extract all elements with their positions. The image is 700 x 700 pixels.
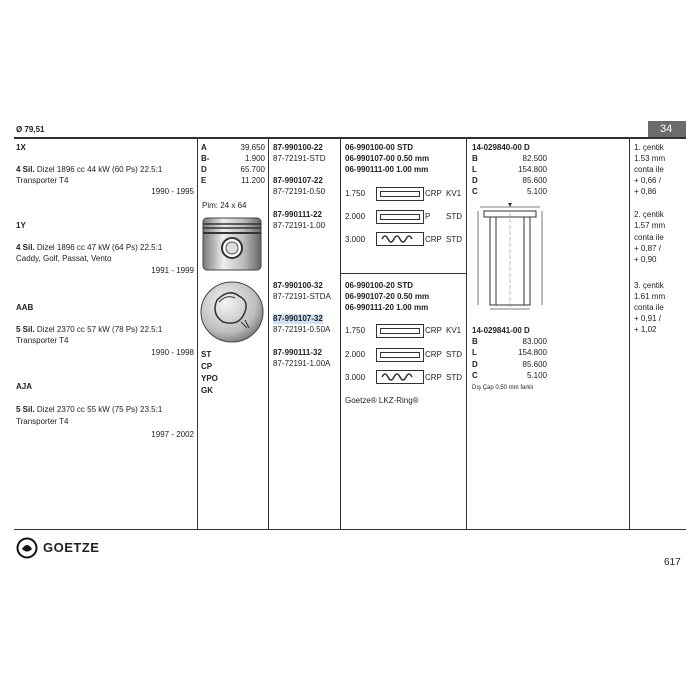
ring-type: CRP <box>425 373 442 382</box>
liner-dim-value: 5.100 <box>526 187 547 196</box>
dim-value: 39.650 <box>240 143 265 152</box>
page-number: 617 <box>664 557 681 568</box>
ring-type: CRP <box>425 350 442 359</box>
ring-set-code[interactable]: 06-990107-20 0.50 mm <box>345 292 430 301</box>
flag: GK <box>201 386 213 395</box>
ring-spec: STD <box>446 373 462 382</box>
flag: ST <box>201 350 212 359</box>
compression-ring-icon <box>376 348 424 362</box>
liner-dim-value: 85.600 <box>522 360 547 369</box>
divider-1 <box>197 138 198 529</box>
engine-years: 1997 - 2002 <box>151 430 194 439</box>
notch-line: + 0,87 / <box>634 244 661 253</box>
engine-years: 1990 - 1998 <box>151 348 194 357</box>
goetze-logo-icon <box>16 537 38 559</box>
notch-line: conta ile <box>634 233 664 242</box>
ring-type: CRP <box>425 326 442 335</box>
engine-spec: 5 Sil. Dizel 2370 cc 55 kW (75 Ps) 23.5:1 <box>16 405 163 414</box>
ring-set-code[interactable]: 06-990111-20 1.00 mm <box>345 303 429 312</box>
notch-line: conta ile <box>634 165 664 174</box>
engine-model: Transporter T4 <box>16 176 69 185</box>
notch-line: + 0,90 <box>634 255 657 264</box>
ring-width: 1.750 <box>345 326 366 335</box>
engine-code: 1Y <box>16 221 26 230</box>
notch-line: 1.61 mm <box>634 292 666 301</box>
notch-line: 3. çentik <box>634 281 664 290</box>
divider-3 <box>340 138 341 529</box>
ring-brand: Goetze® LKZ-Ring® <box>345 396 419 405</box>
liner-note: Dış Çap 0.50 mm farklı <box>472 385 534 391</box>
engine-model: Caddy, Golf, Passat, Vento <box>16 254 112 263</box>
dim-key: D <box>201 165 207 174</box>
divider-5 <box>629 138 630 529</box>
engine-years: 1991 - 1999 <box>151 266 194 275</box>
liner-dim-key: C <box>472 371 478 380</box>
notch-line: + 0,91 / <box>634 314 661 323</box>
dim-value: 11.200 <box>241 176 265 185</box>
piston-code[interactable]: 87-990111-32 <box>273 348 322 357</box>
piston-code[interactable]: 87-990100-22 <box>273 143 323 152</box>
ring-width: 3.000 <box>345 373 366 382</box>
diameter-label: Ø 79,51 <box>16 125 45 134</box>
engine-code: AJA <box>16 382 33 391</box>
liner-dim-key: D <box>472 176 478 185</box>
dim-value: 1.900 <box>244 154 265 163</box>
pin-size: Pim: 24 x 64 <box>202 201 247 210</box>
dim-value: 65.700 <box>240 165 265 174</box>
liner-dim-key: L <box>472 348 477 357</box>
page-tab-number: 34 <box>660 123 673 135</box>
notch-line: 1.53 mm <box>634 154 666 163</box>
liner-dim-key: D <box>472 360 478 369</box>
scraper-ring-icon <box>376 210 424 224</box>
liner-dim-key: B <box>472 154 478 163</box>
ring-set-code[interactable]: 06-990111-00 1.00 mm <box>345 165 429 174</box>
ring-set-code[interactable]: 06-990107-00 0.50 mm <box>345 154 430 163</box>
notch-line: + 0,86 <box>634 187 657 196</box>
dim-key: A <box>201 143 207 152</box>
compression-ring-icon <box>376 324 424 338</box>
divider-4 <box>466 138 467 529</box>
piston-code[interactable]: 87-990111-22 <box>273 210 322 219</box>
dim-key: B- <box>201 154 210 163</box>
piston-alt-code[interactable]: 87-72191-0.50A <box>273 325 331 334</box>
ring-width: 1.750 <box>345 189 366 198</box>
piston-alt-code[interactable]: 87-72191-1.00A <box>273 359 331 368</box>
flag: YPO <box>201 374 218 383</box>
flag: CP <box>201 362 213 371</box>
liner-dim-value: 5.100 <box>526 371 547 380</box>
ring-section-divider <box>340 273 466 274</box>
liner-dim-value: 83.000 <box>522 337 547 346</box>
dim-key: E <box>201 176 207 185</box>
piston-alt-code[interactable]: 87-72191-1.00 <box>273 221 326 230</box>
liner-dim-key: L <box>472 165 477 174</box>
piston-code[interactable]: 87-990100-32 <box>273 281 323 290</box>
engine-years: 1990 - 1995 <box>151 187 194 196</box>
notch-line: conta ile <box>634 303 664 312</box>
liner-code[interactable]: 14-029841-00 D <box>472 326 530 335</box>
piston-side-image <box>199 214 265 276</box>
liner-dim-key: B <box>472 337 478 346</box>
liner-dim-value: 154.800 <box>518 348 547 357</box>
notch-line: 1.57 mm <box>634 221 666 230</box>
piston-alt-code[interactable]: 87-72191-STD <box>273 154 326 163</box>
brand-name: GOETZE <box>43 540 100 555</box>
notch-line: 1. çentik <box>634 143 664 152</box>
oil-ring-icon <box>376 370 424 384</box>
engine-model: Transporter T4 <box>16 336 69 345</box>
ring-type: CRP <box>425 189 442 198</box>
engine-code: 1X <box>16 143 26 152</box>
notch-line: + 1,02 <box>634 325 657 334</box>
piston-code-selected[interactable]: 87-990107-32 <box>273 314 323 323</box>
piston-alt-code[interactable]: 87-72191-0.50 <box>273 187 326 196</box>
ring-set-code[interactable]: 06-990100-00 STD <box>345 143 414 152</box>
ring-spec: STD <box>446 235 462 244</box>
piston-top-image <box>199 280 265 344</box>
ring-width: 2.000 <box>345 350 366 359</box>
ring-set-code[interactable]: 06-990100-20 STD <box>345 281 414 290</box>
ring-type: CRP <box>425 235 442 244</box>
liner-dim-value: 154.800 <box>518 165 547 174</box>
ring-spec: STD <box>446 350 462 359</box>
engine-model: Transporter T4 <box>16 417 69 426</box>
cylinder-liner-image <box>470 203 550 315</box>
ring-width: 3.000 <box>345 235 366 244</box>
notch-line: + 0,66 / <box>634 176 661 185</box>
notch-line: 2. çentik <box>634 210 664 219</box>
piston-alt-code[interactable]: 87-72191-STDA <box>273 292 331 301</box>
ring-spec: KV1 <box>446 326 462 335</box>
ring-type: P <box>425 212 431 221</box>
liner-dim-value: 82.500 <box>522 154 547 163</box>
liner-dim-key: C <box>472 187 478 196</box>
table-bottom <box>14 529 686 530</box>
ring-spec: STD <box>446 212 462 221</box>
liner-dim-value: 85.600 <box>522 176 547 185</box>
compression-ring-icon <box>376 187 424 201</box>
oil-ring-icon <box>376 232 424 246</box>
header-line <box>14 137 686 139</box>
engine-spec: 4 Sil. Dizel 1896 cc 44 kW (60 Ps) 22.5:1 <box>16 165 163 174</box>
engine-spec: 4 Sil. Dizel 1896 cc 47 kW (64 Ps) 22.5:1 <box>16 243 163 252</box>
divider-2 <box>268 138 269 529</box>
ring-spec: KV1 <box>446 189 462 198</box>
engine-spec: 5 Sil. Dizel 2370 cc 57 kW (78 Ps) 22.5:1 <box>16 325 163 334</box>
engine-code: AAB <box>16 303 34 312</box>
liner-code[interactable]: 14-029840-00 D <box>472 143 530 152</box>
ring-width: 2.000 <box>345 212 366 221</box>
piston-code[interactable]: 87-990107-22 <box>273 176 323 185</box>
